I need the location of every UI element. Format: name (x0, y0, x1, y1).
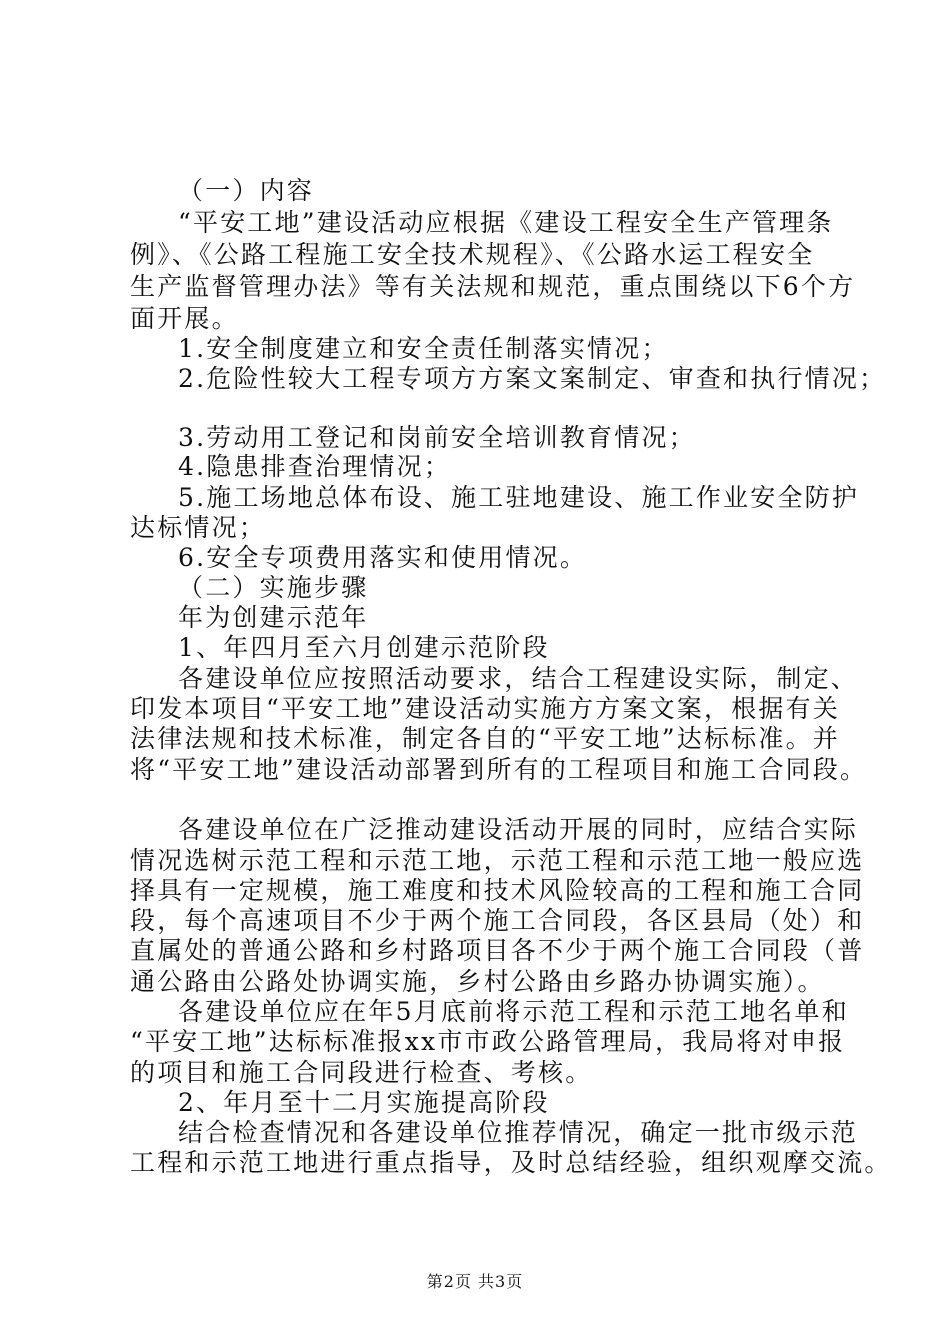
body-line: 达标情况； (130, 513, 267, 542)
body-line: 各建设单位应按照活动要求，结合工程建设实际，制定、 (178, 664, 859, 693)
body-line: 面开展。 (130, 304, 239, 333)
body-line: 将“平安工地”建设活动部署到所有的工程项目和施工合同段。 (130, 755, 868, 784)
list-item: 2.危险性较大工程专项方方案文案制定、审查和执行情况； (178, 364, 887, 393)
list-item: 1.安全制度建立和安全责任制落实情况； (178, 334, 669, 363)
body-line: 各建设单位在广泛推动建设活动开展的同时，应结合实际 (178, 815, 859, 844)
body-line: “平安工地”建设活动应根据《建设工程安全生产管理条 (178, 208, 834, 237)
body-line: 结合检查情况和各建设单位推荐情况，确定一批市级示范 (178, 1118, 859, 1147)
list-item: 5.施工场地总体布设、施工驻地建设、施工作业安全防护 (178, 483, 860, 512)
body-line: 择具有一定规模，施工难度和技术风险较高的工程和施工合同 (130, 876, 865, 905)
body-line: 直属处的普通公路和乡村路项目各不少于两个施工合同段（普 (130, 936, 865, 965)
body-line: 生产监督管理办法》等有关法规和规范，重点围绕以下6个方 (130, 272, 856, 301)
body-line: 情况选树示范工程和示范工地，示范工程和示范工地一般应选 (130, 846, 865, 875)
list-item: 4.隐患排查治理情况； (178, 452, 452, 481)
list-item: 6.安全专项费用落实和使用情况。 (178, 543, 588, 572)
stage-heading: 2、年月至十二月实施提高阶段 (178, 1088, 550, 1117)
body-line: 通公路由公路处协调实施，乡村公路由乡路办协调实施）。 (130, 967, 825, 996)
body-line: 的项目和施工合同段进行检查、考核。 (130, 1058, 593, 1087)
section-heading-steps: （二）实施步骤 (178, 573, 369, 602)
body-line: 各建设单位应在年5月底前将示范工程和示范工地名单和 (178, 997, 849, 1026)
section-heading-content: （一）内容 (178, 176, 315, 205)
list-item: 3.劳动用工登记和岗前安全培训教育情况； (178, 423, 696, 452)
body-line: 年为创建示范年 (178, 603, 369, 632)
body-line: 段，每个高速项目不少于两个施工合同段，各区县局（处）和 (130, 906, 865, 935)
body-line: 法律法规和技术标准，制定各自的“平安工地”达标标准。并 (130, 724, 840, 753)
body-line: 工程和示范工地进行重点指导，及时总结经验，组织观摩交流。 (130, 1148, 892, 1177)
body-line: “平安工地”达标标准报xx市市政公路管理局，我局将对申报 (130, 1027, 846, 1056)
stage-heading: 1、年四月至六月创建示范阶段 (178, 633, 550, 662)
body-line: 例》、《公路工程施工安全技术规程》、《公路水运工程安全 (130, 240, 815, 269)
body-line: 印发本项目“平安工地”建设活动实施方方案文案，根据有关 (130, 694, 840, 723)
page-number-footer: 第2页 共3页 (426, 1272, 524, 1291)
